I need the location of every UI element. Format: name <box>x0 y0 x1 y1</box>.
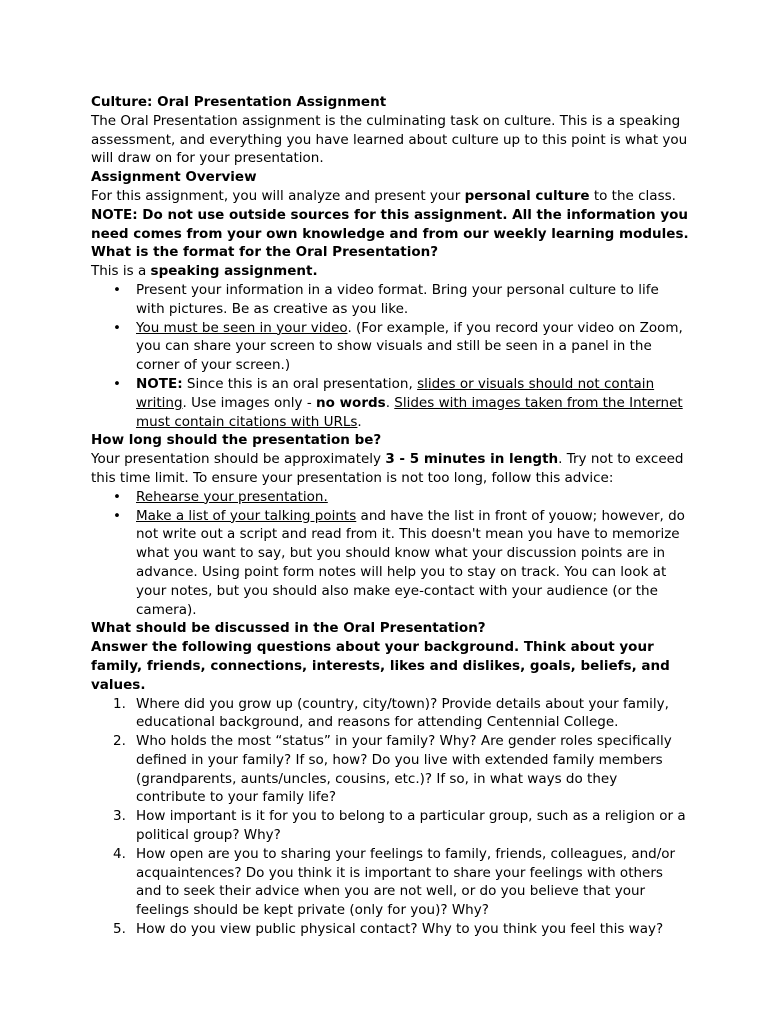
length-after: . Try not to exceed this time limit. To ensure your presentation is not too long, follow this advice: <box>91 451 684 486</box>
bullet-icon: • <box>113 488 121 505</box>
format-heading: What is the format for the Oral Presentation? <box>91 244 439 261</box>
question-number: 1. <box>113 695 126 712</box>
length-bullet-2-rest: and have the list in front of youow; however, do not write out a script and read from it. This doesn't mean you have to memorize what you want to say, but you should know what your discussion points are in advance. Using point form notes will help you to stay on track. You can look at your notes, but you should also make eye-contact with your audience (or the camera). <box>136 507 685 618</box>
length-paragraph <box>91 450 691 488</box>
question-number: 2. <box>113 733 126 750</box>
length-before: Your presentation should be approximately <box>91 451 386 468</box>
list-item <box>91 488 691 507</box>
list-item <box>91 375 691 431</box>
question-number: 3. <box>113 808 126 825</box>
format-bullet-3-note: NOTE: <box>136 375 183 392</box>
format-bullet-3-underline-1: slides or visuals should not contain writing <box>136 375 655 411</box>
question-text: Who holds the most “status” in your family? Why? Are gender roles specifically defined in your family? If so, how? Do you live with extended family members (grandparents, aunts/uncles, cousins, etc.)? If so, in what ways do they contribute to your family life? <box>136 733 672 806</box>
format-line <box>91 262 691 281</box>
format-bullet-3-c: . <box>385 394 395 411</box>
format-bullet-3-d: . <box>357 413 362 430</box>
format-bullet-2-rest: . (For example, if you record your video on Zoom, you can share your screen to show visuals and still be seen in a panel in the corner of your screen.) <box>136 319 683 374</box>
length-bullet-list <box>91 488 691 620</box>
overview-text-after: to the class. <box>589 187 676 204</box>
intro-paragraph: The Oral Presentation assignment is the culminating task on culture. This is a speaking assessment, and everything you have learned about culture up to this point is what you will draw on for your presentation. <box>91 112 688 167</box>
list-item <box>91 507 691 620</box>
length-heading: How long should the presentation be? <box>91 432 382 449</box>
list-item <box>91 920 691 939</box>
length-bullet-2-underlined: Make a list of your talking points <box>136 507 357 524</box>
overview-personal-culture: personal culture <box>464 187 590 204</box>
list-item <box>91 732 691 807</box>
overview-note: NOTE: Do not use outside sources for this assignment. All the information you need comes from your own knowledge and from our weekly learning modules. <box>91 206 689 242</box>
question-text: How important is it for you to belong to a particular group, such as a religion or a political group? Why? <box>136 808 686 844</box>
length-bullet-1: Rehearse your presentation. <box>136 488 328 505</box>
bullet-icon: • <box>113 281 121 298</box>
bullet-icon: • <box>113 319 121 336</box>
question-text: How open are you to sharing your feelings to family, friends, colleagues, and/or acquaintences? Do you think it is important to share your feelings with others and to seek their advice when you are not well, or do you believe that your feelings should be kept private (only for you)? Why? <box>136 845 676 919</box>
question-text: Where did you grow up (country, city/town)? Provide details about your family, educational background, and reasons for attending Centennial College. <box>136 695 669 731</box>
format-bullet-3-b: . Use images only - <box>182 394 316 411</box>
discussion-instruction: Answer the following questions about your background. Think about your family, friends, connections, interests, likes and dislikes, goals, beliefs, and values. <box>91 639 670 693</box>
format-bullet-list <box>91 281 691 431</box>
overview-paragraph <box>91 187 691 206</box>
question-list <box>91 695 691 939</box>
format-bullet-2-underlined: You must be seen in your video <box>136 319 348 336</box>
discussion-heading: What should be discussed in the Oral Presentation? <box>91 620 486 637</box>
format-bullet-3-no-words: no words <box>316 394 386 411</box>
bullet-icon: • <box>113 375 121 392</box>
question-number: 5. <box>113 921 126 938</box>
list-item <box>91 807 691 845</box>
format-bullet-3-underline-2: Slides with images taken from the Internet must contain citations with URLs <box>136 394 683 430</box>
overview-heading: Assignment Overview <box>91 169 257 186</box>
length-bold: 3 - 5 minutes in length <box>385 451 559 468</box>
format-bullet-1: Present your information in a video format. Bring your personal culture to life with pictures. Be as creative as you like. <box>136 281 659 317</box>
format-line-before: This is a <box>91 263 151 280</box>
overview-text-before: For this assignment, you will analyze and present your <box>91 187 465 204</box>
format-line-bold: speaking assignment. <box>150 263 318 280</box>
list-item <box>91 319 691 375</box>
list-item <box>91 281 691 319</box>
format-bullet-3-a: Since this is an oral presentation, <box>182 375 418 392</box>
bullet-icon: • <box>113 507 121 524</box>
list-item <box>91 845 691 920</box>
document-title: Culture: Oral Presentation Assignment <box>91 94 387 110</box>
question-text: How do you view public physical contact? Why to you think you feel this way? <box>136 921 664 938</box>
document-body <box>91 93 691 939</box>
list-item <box>91 695 691 733</box>
question-number: 4. <box>113 845 126 862</box>
